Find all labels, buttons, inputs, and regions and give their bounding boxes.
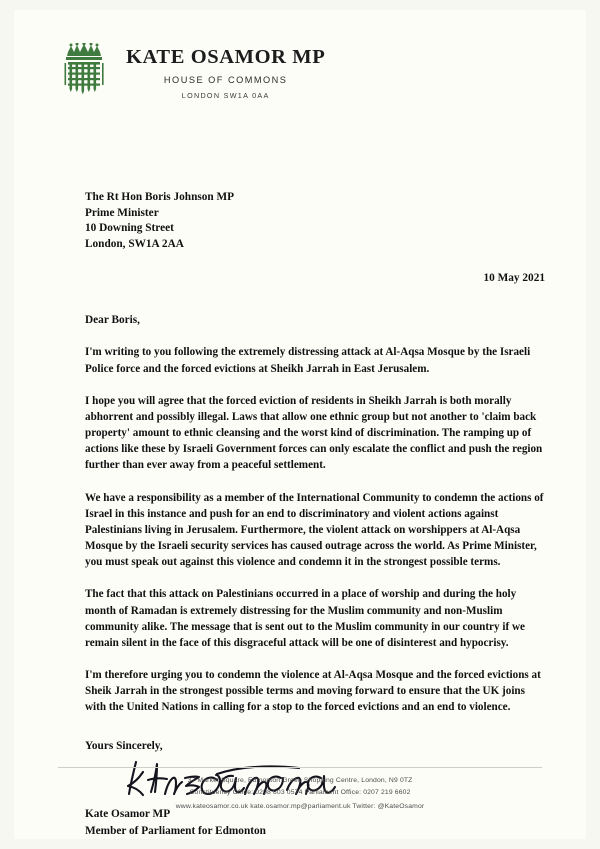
letter-sheet [14, 10, 586, 839]
signoff: Yours Sincerely, [85, 739, 163, 752]
footer-contacts: www.kateosamor.co.uk kate.osamor.mp@parliament.uk Twitter: @KateOsamor [175, 803, 425, 811]
footer-divider [58, 767, 542, 768]
recipient-line: Prime Minister [85, 206, 159, 219]
house-of-commons-label: HOUSE OF COMMONS [163, 74, 288, 85]
signer-name: Kate Osamor MP [85, 807, 171, 820]
footer-address: 37 Market Square, Edmonton Green Shopping Centre, London, N9 0TZ [187, 777, 413, 785]
letter-footer [58, 767, 542, 813]
recipient-line: The Rt Hon Boris Johnson MP [85, 191, 235, 203]
letter-body [85, 190, 545, 839]
letterhead-text [126, 43, 325, 100]
paragraph: I hope you will agree that the forced eviction of residents in Sheikh Jarrah is both morally abhorrent and possibly illegal. Laws that allow one ethnic group but not another to 'claim back property' amount to ethnic cleansing and the worst kind of discrimination. The ramping up of actions like these by Israeli Government forces can only escalate the conflict and push the region further than ever away from a peaceful settlement. [85, 394, 543, 472]
recipient-address [85, 190, 545, 252]
recipient-line: 10 Downing Street [85, 222, 174, 235]
recipient-line: London, SW1A 2AA [85, 237, 184, 250]
salutation: Dear Boris, [85, 314, 141, 327]
paragraph: I'm therefore urging you to condemn the violence at Al-Aqsa Mosque and the forced evictions at Sheik Jarrah in the strongest possible terms and moving forward to ensure that the UK joins with the United Nations in calling for a stop to the forced evictions and an end to violence. [85, 669, 541, 714]
letter-date: 10 May 2021 [483, 272, 545, 285]
mp-name: KATE OSAMOR MP [126, 46, 326, 68]
paragraph: The fact that this attack on Palestinians occurred in a place of worship and during the holy month of Ramadan is extremely distressing for the Muslim community and non-Muslim community alike. The message that is sent out to the Muslim community in our country if we remain silent in the face of this disgraceful attack will be one of disinterest and hypocrisy. [85, 588, 525, 649]
letterhead [58, 43, 325, 101]
letterhead-address: LONDON SW1A 0AA [181, 90, 270, 100]
footer-phones: Constituency Office: 0208 803 0574 Parliament Office: 0207 219 6602 [189, 789, 411, 797]
paragraph: I'm writing to you following the extremely distressing attack at Al-Aqsa Mosque by the Israeli Police force and the forced evictions at Sheikh Jarrah in East Jerusalem. [85, 346, 531, 375]
portcullis-crest-icon [58, 43, 110, 101]
signer-role: Member of Parliament for Edmonton [85, 824, 266, 837]
paragraph: We have a responsibility as a member of the International Community to condemn the actions of Israel in this instance and push for an end to discriminatory and violent actions against Palestinians living in Jerusalem. Furthermore, the violent attack on worshippers at Al-Aqsa Mosque by the Israeli security services has caused outrage across the world. As Prime Minister, you must speak out against this violence and condemn it in the strongest possible terms. [85, 491, 544, 569]
